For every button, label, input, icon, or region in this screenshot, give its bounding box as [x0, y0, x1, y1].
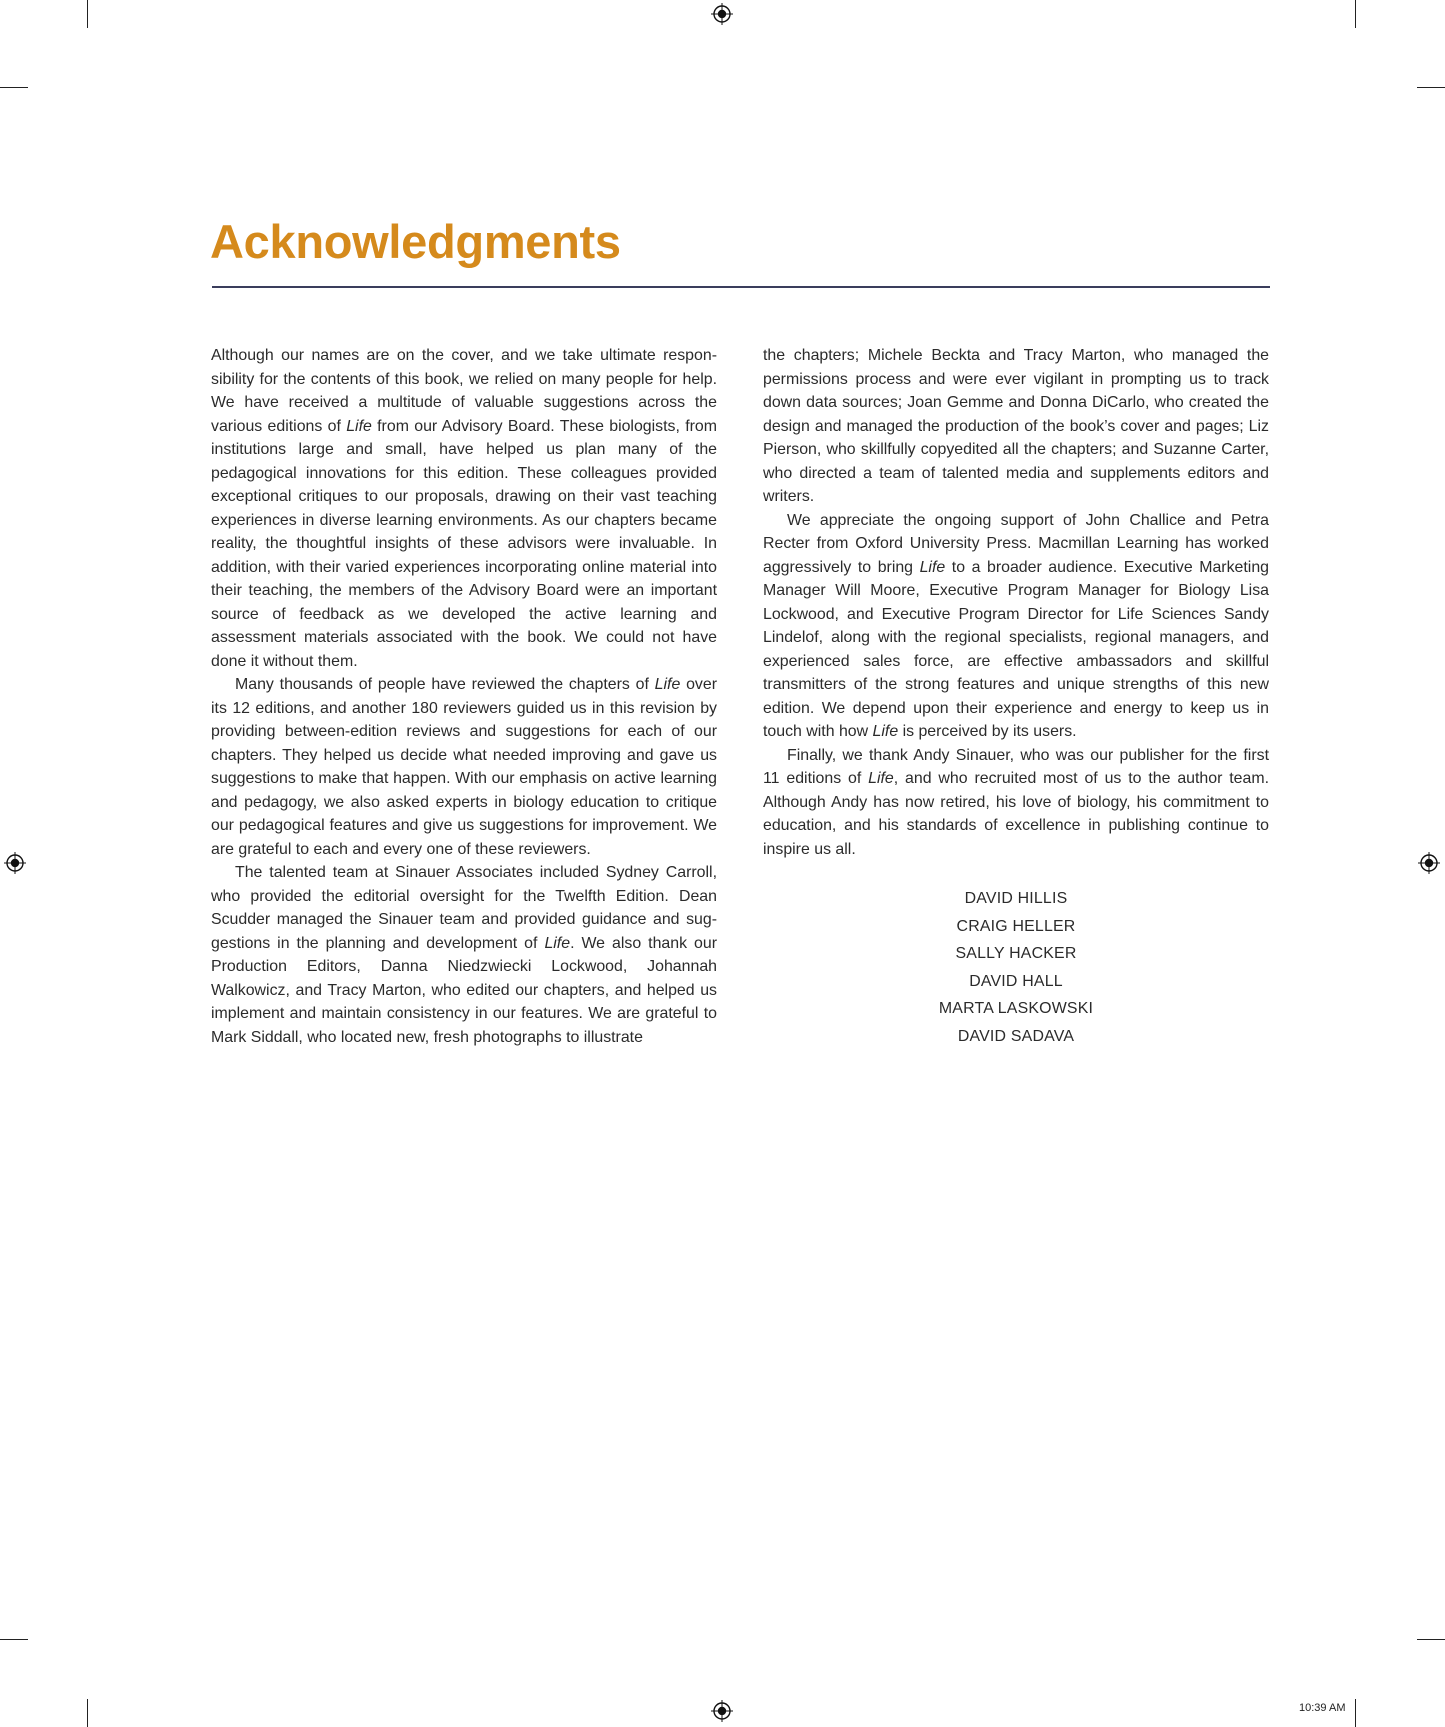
paragraph: Finally, we thank Andy Sinauer, who was our publisher for the first 11 editions of Life, and who recruited most of us to the author team. Although Andy has now retired, his love of biology, his commitment to education, and his standards of excellence in publishing continue to inspire us all. [763, 746, 1269, 858]
registration-mark-icon [1418, 852, 1440, 874]
crop-mark-top-left-horizontal [0, 87, 28, 88]
right-column [763, 344, 1269, 861]
left-column [211, 344, 717, 1049]
page-title: Acknowledgments [210, 215, 621, 268]
registration-mark-icon [4, 852, 26, 874]
author-name: MARTA LASKOWSKI [938, 1000, 1094, 1018]
crop-mark-bottom-left-vertical [87, 1699, 88, 1727]
crop-mark-bottom-right-horizontal [1417, 1639, 1445, 1640]
author-name: DAVID HILLIS [964, 890, 1068, 907]
paragraph: We appreciate the ongoing support of John Challice and Petra Recter from Oxford University Press. Macmillan Learning has worked aggressively to bring Life to a broader audience. Executive Marketing Manager Will Moore, Executive Program Manager for Biology Lisa Lockwood, and Executive Program Director for Life Sciences Sandy Lindelof, along with the regional specialists, regional managers, and experienced sales force, are effective ambassadors and skillful transmitters of the strong features and unique strengths of this new edition. We depend upon their experience and energy to keep us in touch with how Life is perceived by its users. [763, 511, 1270, 740]
crop-mark-bottom-left-horizontal [0, 1639, 28, 1640]
crop-mark-top-left-vertical [87, 0, 88, 28]
paragraph: The talented team at Sinauer Associates included Sydney Carroll, who provided the editorial oversight for the Twelfth Edition. Dean Scudder managed the Sinauer team and provided guidance and suggestions in the planning and development of Life. We also thank our Production Editors, Danna Niedzwiecki Lockwood, Johannah Walkowicz, and Tracy Marton, who edited our chapters, and helped us implement and maintain consistency in our features. We are grateful to Mark Siddall, who located new, fresh photographs to illustrate [211, 864, 717, 1046]
title-rule [212, 286, 1270, 288]
paragraph: Many thousands of people have reviewed the chapters of Life over its 12 editions, and another 180 reviewers guided us in this revision by providing between-edition reviews and suggestions for each of our chapters. They helped us decide what needed improving and gave us suggestions to make that happen. With our emphasis on active learning and pedagogy, we also asked experts in biology education to critique our pedagogical features and give us suggestions for improvement. We are grateful to each and every one of these reviewers. [211, 676, 717, 858]
author-name: DAVID HALL [969, 972, 1063, 990]
author-name: DAVID SADAVA [957, 1027, 1075, 1045]
paragraph: the chapters; Michele Beckta and Tracy Marton, who managed the permissions process and were ever vigilant in prompting us to track down data sources; Joan Gemme and Donna DiCarlo, who created the design and managed the production of the book’s cover and pages; Liz Pierson, who skillfully copyedited all the chapters; and Suzanne Carter, who directed a team of talented media and supplements editors and writers. [763, 347, 1269, 505]
crop-mark-bottom-right-vertical [1355, 1699, 1356, 1727]
author-name: SALLY HACKER [955, 945, 1077, 963]
crop-mark-top-right-horizontal [1417, 87, 1445, 88]
print-timestamp: 10:39 AM [1299, 1702, 1346, 1714]
author-name: CRAIG HELLER [956, 917, 1076, 935]
author-signatures [763, 885, 1269, 1051]
registration-mark-icon [711, 3, 733, 25]
registration-mark-icon [711, 1700, 733, 1722]
paragraph: Although our names are on the cover, and we take ultimate responsibility for the contents of this book, we relied on many people for help. We have received a multitude of valuable suggestions across the various editions of Life from our Advisory Board. These biologists, from institutions large and small, have helped us plan many of the pedagogical innovations for this edition. These colleagues provided exceptional critiques to our proposals, drawing on their vast teaching experiences in diverse learning environments. As our chapters became reality, the thoughtful insights of these advisors were invaluable. In addition, with their varied experiences incorporating online material into their teaching, the members of the Advisory Board were an important source of feedback as we developed the active learning and assessment materials associated with the book. We could not have done it without them. [211, 347, 717, 670]
crop-mark-top-right-vertical [1355, 0, 1356, 28]
